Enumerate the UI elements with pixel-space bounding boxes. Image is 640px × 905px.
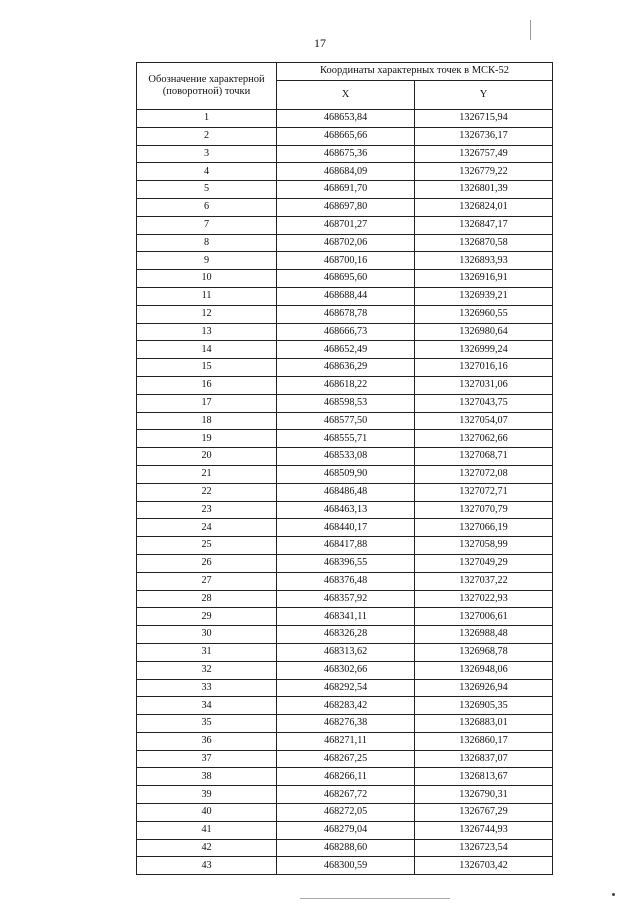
x-coordinate-cell: 468302,66 — [277, 661, 415, 679]
x-coordinate-cell: 468691,70 — [277, 181, 415, 199]
table-row — [137, 216, 553, 234]
table-row — [137, 590, 553, 608]
y-coordinate-cell: 1327049,29 — [415, 554, 553, 572]
table-row — [137, 465, 553, 483]
point-number-cell: 41 — [137, 821, 277, 839]
y-coordinate-cell: 1327037,22 — [415, 572, 553, 590]
x-coordinate-cell: 468555,71 — [277, 430, 415, 448]
y-coordinate-cell: 1327058,99 — [415, 537, 553, 555]
table-row — [137, 270, 553, 288]
point-number-cell: 15 — [137, 359, 277, 377]
x-coordinate-cell: 468300,59 — [277, 857, 415, 875]
table-row — [137, 679, 553, 697]
point-number-cell: 43 — [137, 857, 277, 875]
point-number-cell: 8 — [137, 234, 277, 252]
x-coordinate-cell: 468652,49 — [277, 341, 415, 359]
table-row — [137, 198, 553, 216]
point-label-header: Обозначение характерной (поворотной) точки — [137, 63, 277, 110]
y-coordinate-cell: 1326916,91 — [415, 270, 553, 288]
table-row — [137, 626, 553, 644]
y-coordinate-cell: 1326767,29 — [415, 804, 553, 822]
y-coordinate-cell: 1326948,06 — [415, 661, 553, 679]
x-coordinate-cell: 468288,60 — [277, 839, 415, 857]
x-coordinate-cell: 468665,66 — [277, 127, 415, 145]
point-number-cell: 42 — [137, 839, 277, 857]
table-row — [137, 448, 553, 466]
y-coordinate-cell: 1327016,16 — [415, 359, 553, 377]
y-coordinate-cell: 1326744,93 — [415, 821, 553, 839]
x-coordinate-cell: 468701,27 — [277, 216, 415, 234]
point-number-cell: 7 — [137, 216, 277, 234]
x-coordinate-cell: 468279,04 — [277, 821, 415, 839]
y-coordinate-cell: 1326968,78 — [415, 643, 553, 661]
x-coordinate-cell: 468697,80 — [277, 198, 415, 216]
y-coordinate-cell: 1326736,17 — [415, 127, 553, 145]
x-coordinate-cell: 468417,88 — [277, 537, 415, 555]
point-number-cell: 18 — [137, 412, 277, 430]
point-number-cell: 27 — [137, 572, 277, 590]
point-number-cell: 26 — [137, 554, 277, 572]
y-coordinate-cell: 1327006,61 — [415, 608, 553, 626]
point-number-cell: 33 — [137, 679, 277, 697]
x-coordinate-cell: 468598,53 — [277, 394, 415, 412]
x-coordinate-cell: 468357,92 — [277, 590, 415, 608]
x-coordinate-cell: 468486,48 — [277, 483, 415, 501]
point-number-cell: 1 — [137, 110, 277, 128]
y-coordinate-cell: 1326939,21 — [415, 287, 553, 305]
table-row — [137, 804, 553, 822]
y-coordinate-cell: 1326757,49 — [415, 145, 553, 163]
x-coordinate-cell: 468618,22 — [277, 376, 415, 394]
y-coordinate-cell: 1326824,01 — [415, 198, 553, 216]
table-row — [137, 715, 553, 733]
y-coordinate-cell: 1326883,01 — [415, 715, 553, 733]
y-coordinate-cell: 1326926,94 — [415, 679, 553, 697]
point-number-cell: 4 — [137, 163, 277, 181]
x-coordinate-cell: 468675,36 — [277, 145, 415, 163]
y-coordinate-cell: 1326723,54 — [415, 839, 553, 857]
table-row — [137, 145, 553, 163]
x-coordinate-cell: 468272,05 — [277, 804, 415, 822]
table-row — [137, 857, 553, 875]
y-coordinate-cell: 1326837,07 — [415, 750, 553, 768]
point-number-cell: 25 — [137, 537, 277, 555]
x-coordinate-cell: 468695,60 — [277, 270, 415, 288]
table-row — [137, 483, 553, 501]
x-coordinate-cell: 468376,48 — [277, 572, 415, 590]
table-row — [137, 768, 553, 786]
y-coordinate-cell: 1326988,48 — [415, 626, 553, 644]
point-number-cell: 36 — [137, 732, 277, 750]
x-coordinate-cell: 468292,54 — [277, 679, 415, 697]
x-coordinate-cell: 468653,84 — [277, 110, 415, 128]
y-coordinate-cell: 1327031,06 — [415, 376, 553, 394]
x-coordinate-cell: 468440,17 — [277, 519, 415, 537]
x-coordinate-cell: 468267,72 — [277, 786, 415, 804]
point-number-cell: 31 — [137, 643, 277, 661]
x-coordinate-cell: 468267,25 — [277, 750, 415, 768]
point-number-cell: 2 — [137, 127, 277, 145]
point-number-cell: 34 — [137, 697, 277, 715]
page-number: 17 — [314, 36, 326, 50]
point-number-cell: 14 — [137, 341, 277, 359]
y-coordinate-cell: 1327022,93 — [415, 590, 553, 608]
x-coordinate-cell: 468678,78 — [277, 305, 415, 323]
table-row — [137, 323, 553, 341]
y-coordinate-cell: 1327068,71 — [415, 448, 553, 466]
y-coordinate-cell: 1326893,93 — [415, 252, 553, 270]
table-row — [137, 234, 553, 252]
y-coordinate-cell: 1326980,64 — [415, 323, 553, 341]
y-coordinate-cell: 1326960,55 — [415, 305, 553, 323]
y-coordinate-cell: 1327070,79 — [415, 501, 553, 519]
y-coordinate-cell: 1327043,75 — [415, 394, 553, 412]
y-coordinate-cell: 1326860,17 — [415, 732, 553, 750]
y-column-header: Y — [415, 81, 553, 110]
y-coordinate-cell: 1326715,94 — [415, 110, 553, 128]
y-coordinate-cell: 1326779,22 — [415, 163, 553, 181]
point-number-cell: 17 — [137, 394, 277, 412]
table-row — [137, 287, 553, 305]
x-coordinate-cell: 468463,13 — [277, 501, 415, 519]
point-number-cell: 10 — [137, 270, 277, 288]
table-row — [137, 501, 553, 519]
y-coordinate-cell: 1326870,58 — [415, 234, 553, 252]
x-coordinate-cell: 468271,11 — [277, 732, 415, 750]
y-coordinate-cell: 1326790,31 — [415, 786, 553, 804]
y-coordinate-cell: 1327072,08 — [415, 465, 553, 483]
table-row — [137, 341, 553, 359]
table-row — [137, 608, 553, 626]
point-number-cell: 24 — [137, 519, 277, 537]
table-row — [137, 732, 553, 750]
point-number-cell: 5 — [137, 181, 277, 199]
x-coordinate-cell: 468577,50 — [277, 412, 415, 430]
x-coordinate-cell: 468636,29 — [277, 359, 415, 377]
table-row — [137, 786, 553, 804]
point-number-cell: 22 — [137, 483, 277, 501]
table-row — [137, 412, 553, 430]
point-number-cell: 40 — [137, 804, 277, 822]
scan-artifact-dot — [612, 893, 615, 896]
point-number-cell: 30 — [137, 626, 277, 644]
x-coordinate-cell: 468283,42 — [277, 697, 415, 715]
point-number-cell: 12 — [137, 305, 277, 323]
y-coordinate-cell: 1327072,71 — [415, 483, 553, 501]
x-coordinate-cell: 468533,08 — [277, 448, 415, 466]
x-coordinate-cell: 468688,44 — [277, 287, 415, 305]
table-row — [137, 430, 553, 448]
x-coordinate-cell: 468276,38 — [277, 715, 415, 733]
table-row — [137, 181, 553, 199]
table-row — [137, 376, 553, 394]
point-number-cell: 6 — [137, 198, 277, 216]
point-number-cell: 28 — [137, 590, 277, 608]
x-coordinate-cell: 468509,90 — [277, 465, 415, 483]
point-number-cell: 38 — [137, 768, 277, 786]
table-row — [137, 839, 553, 857]
table-row — [137, 394, 553, 412]
table-row — [137, 697, 553, 715]
point-number-cell: 32 — [137, 661, 277, 679]
point-number-cell: 13 — [137, 323, 277, 341]
y-coordinate-cell: 1327062,66 — [415, 430, 553, 448]
y-coordinate-cell: 1326813,67 — [415, 768, 553, 786]
y-coordinate-cell: 1326999,24 — [415, 341, 553, 359]
x-coordinate-cell: 468313,62 — [277, 643, 415, 661]
y-coordinate-cell: 1327054,07 — [415, 412, 553, 430]
table-row — [137, 537, 553, 555]
x-coordinate-cell: 468326,28 — [277, 626, 415, 644]
table-row — [137, 643, 553, 661]
coordinates-table-body — [137, 110, 553, 875]
x-coordinate-cell: 468666,73 — [277, 323, 415, 341]
x-column-header: X — [277, 81, 415, 110]
point-number-cell: 11 — [137, 287, 277, 305]
y-coordinate-cell: 1326703,42 — [415, 857, 553, 875]
y-coordinate-cell: 1326905,35 — [415, 697, 553, 715]
y-coordinate-cell: 1326847,17 — [415, 216, 553, 234]
table-row — [137, 821, 553, 839]
table-row — [137, 572, 553, 590]
table-row — [137, 110, 553, 128]
table-row — [137, 519, 553, 537]
table-row — [137, 554, 553, 572]
x-coordinate-cell: 468266,11 — [277, 768, 415, 786]
table-row — [137, 661, 553, 679]
coordinates-group-header: Координаты характерных точек в МСК-52 — [277, 63, 553, 81]
y-coordinate-cell: 1326801,39 — [415, 181, 553, 199]
point-number-cell: 20 — [137, 448, 277, 466]
point-number-cell: 9 — [137, 252, 277, 270]
x-coordinate-cell: 468684,09 — [277, 163, 415, 181]
table-row — [137, 163, 553, 181]
point-number-cell: 37 — [137, 750, 277, 768]
table-row — [137, 305, 553, 323]
table-row — [137, 252, 553, 270]
point-number-cell: 35 — [137, 715, 277, 733]
x-coordinate-cell: 468341,11 — [277, 608, 415, 626]
point-number-cell: 21 — [137, 465, 277, 483]
point-number-cell: 16 — [137, 376, 277, 394]
x-coordinate-cell: 468702,06 — [277, 234, 415, 252]
coordinates-table — [136, 62, 553, 875]
y-coordinate-cell: 1327066,19 — [415, 519, 553, 537]
table-row — [137, 359, 553, 377]
x-coordinate-cell: 468700,16 — [277, 252, 415, 270]
point-number-cell: 29 — [137, 608, 277, 626]
point-number-cell: 23 — [137, 501, 277, 519]
table-row — [137, 750, 553, 768]
point-number-cell: 3 — [137, 145, 277, 163]
x-coordinate-cell: 468396,55 — [277, 554, 415, 572]
point-number-cell: 39 — [137, 786, 277, 804]
table-row — [137, 127, 553, 145]
point-number-cell: 19 — [137, 430, 277, 448]
scan-artifact-line — [300, 898, 450, 899]
